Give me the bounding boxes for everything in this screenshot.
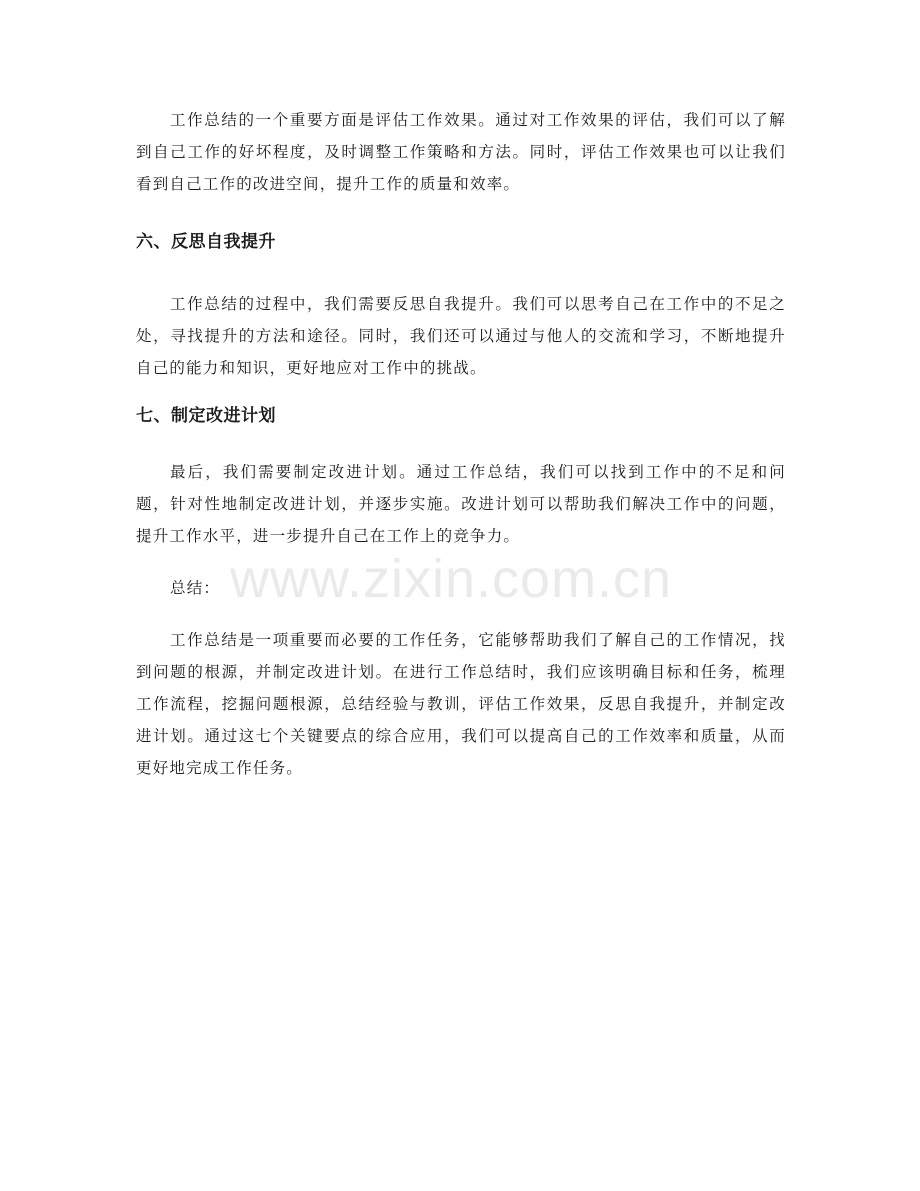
section-heading-plan: 七、制定改进计划	[136, 406, 276, 426]
paragraph-evaluate-effect: 工作总结的一个重要方面是评估工作效果。通过对工作效果的评估，我们可以了解到自己工作的好坏程度，及时调整工作策略和方法。同时，评估工作效果也可以让我们看到自己工作的改进空间，提升工作的质量和效率。	[136, 111, 786, 193]
paragraph-plan: 最后，我们需要制定改进计划。通过工作总结，我们可以找到工作中的不足和问题，针对性地制定改进计划，并逐步实施。改进计划可以帮助我们解决工作中的问题，提升工作水平，进一步提升自己在工作上的竞争力。	[136, 463, 786, 545]
watermark: www.zixin.com.cn	[230, 549, 673, 609]
paragraph-reflect: 工作总结的过程中，我们需要反思自我提升。我们可以思考自己在工作中的不足之处，寻找提升的方法和途径。同时，我们还可以通过与他人的交流和学习，不断地提升自己的能力和知识，更好地应对工作中的挑战。	[136, 295, 786, 377]
paragraph-summary: 工作总结是一项重要而必要的工作任务，它能够帮助我们了解自己的工作情况，找到问题的根源，并制定改进计划。在进行工作总结时，我们应该明确目标和任务，梳理工作流程，挖掘问题根源，总结经验与教训，评估工作效果，反思自我提升，并制定改进计划。通过这七个关键要点的综合应用，我们可以提高自己的工作效率和质量，从而更好地完成工作任务。	[136, 631, 786, 777]
section-heading-reflect: 六、反思自我提升	[136, 232, 276, 252]
summary-label: 总结：	[170, 579, 221, 597]
